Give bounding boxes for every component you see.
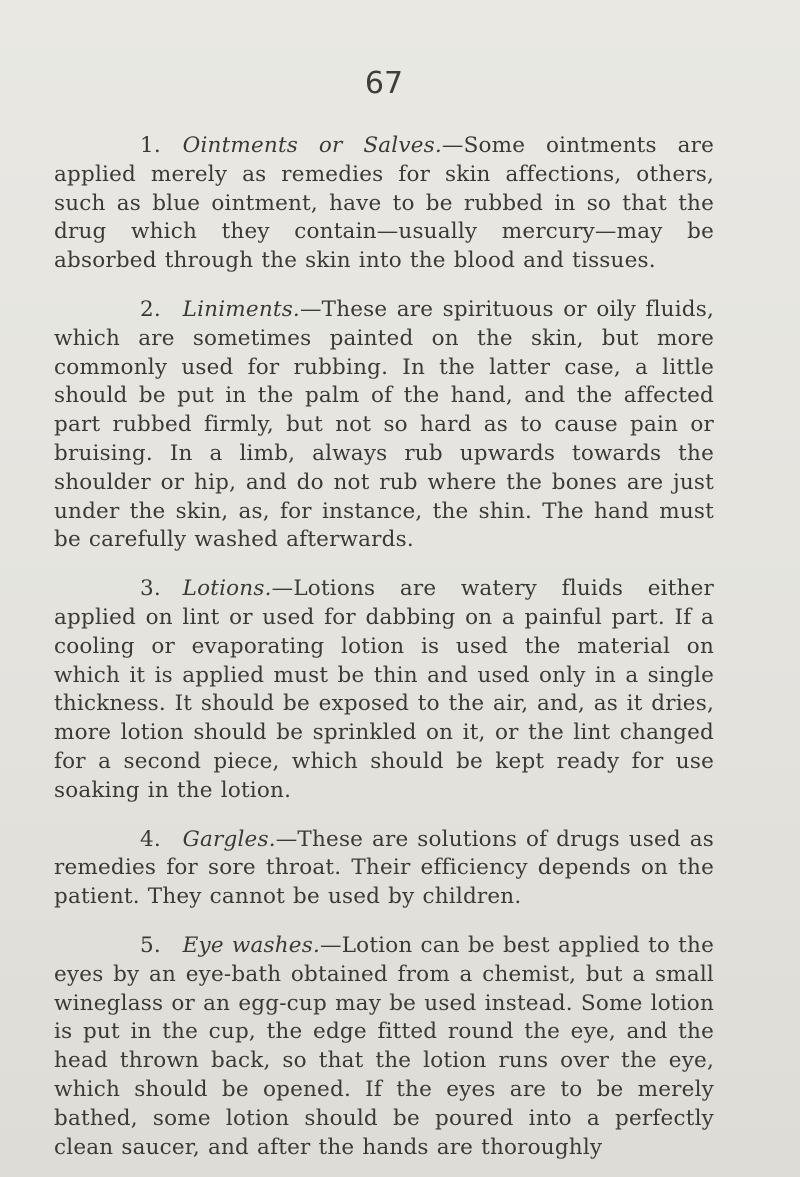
paragraph-number: 3.: [140, 576, 161, 602]
paragraph-ointments: [54, 132, 714, 276]
paragraph-term: Gargles.: [182, 826, 276, 852]
paragraph-number: 4.: [140, 826, 161, 852]
paragraph-text: —These are solutions of drugs used as remedies for sore throat. Their efficiency depends on the patient. They cannot be used by children.: [54, 826, 714, 910]
paragraph-number: 5.: [140, 932, 161, 958]
paragraph-number: 2.: [140, 296, 161, 322]
paragraph-term: Ointments or Salves.: [182, 133, 442, 158]
paragraph-text: —Some ointments are applied merely as remedies for skin affections, others, such as blue ointment, have to be rubbed in so that the drug which they contain—usually mercury—may be absorbed through the skin into the blood and tissues.: [54, 133, 714, 274]
paragraph-text: —Lotion can be best applied to the eyes by an eye-bath obtained from a chemist, but a small wineglass or an egg-cup may be used instead. Some lotion is put in the cup, the edge fitted round the eye, and the head thrown back, so that the lotion runs over the eye, which should be opened. If the eyes are to be merely bathed, some lotion should be poured into a perfectly clean saucer, and after the hands are thoroughly: [54, 932, 714, 1160]
paragraph-text: —These are spirituous or oily fluids, which are sometimes painted on the skin, but more commonly used for rubbing. In the latter case, a little should be put in the palm of the hand, and the affected part rubbed firmly, but not so hard as to cause pain or bruising. In a limb, always rub upwards towards the shoulder or hip, and do not rub where the bones are just under the skin, as, for instance, the shin. The hand must be carefully washed afterwards.: [54, 296, 714, 553]
paragraph-eye-washes: [54, 932, 714, 1162]
paragraph-lotions: [54, 575, 714, 805]
paragraph-number: 1.: [140, 133, 161, 158]
paragraph-gargles: [54, 826, 714, 912]
paragraph-term: Lotions.: [182, 576, 272, 602]
paragraph-term: Liniments.: [182, 296, 300, 322]
paragraph-term: Eye washes.: [182, 932, 320, 958]
paragraph-text: —Lotions are watery fluids either applied on lint or used for dabbing on a painful part. If a cooling or evaporating lotion is used the material on which it is applied must be thin and used only in a single thickness. It should be exposed to the air, and, as it dries, more lotion should be sprinkled on it, or the lint changed for a second piece, which should be kept ready for use soaking in the lotion.: [54, 576, 714, 803]
page-number: 67: [364, 66, 404, 101]
paragraph-liniments: [54, 296, 714, 555]
